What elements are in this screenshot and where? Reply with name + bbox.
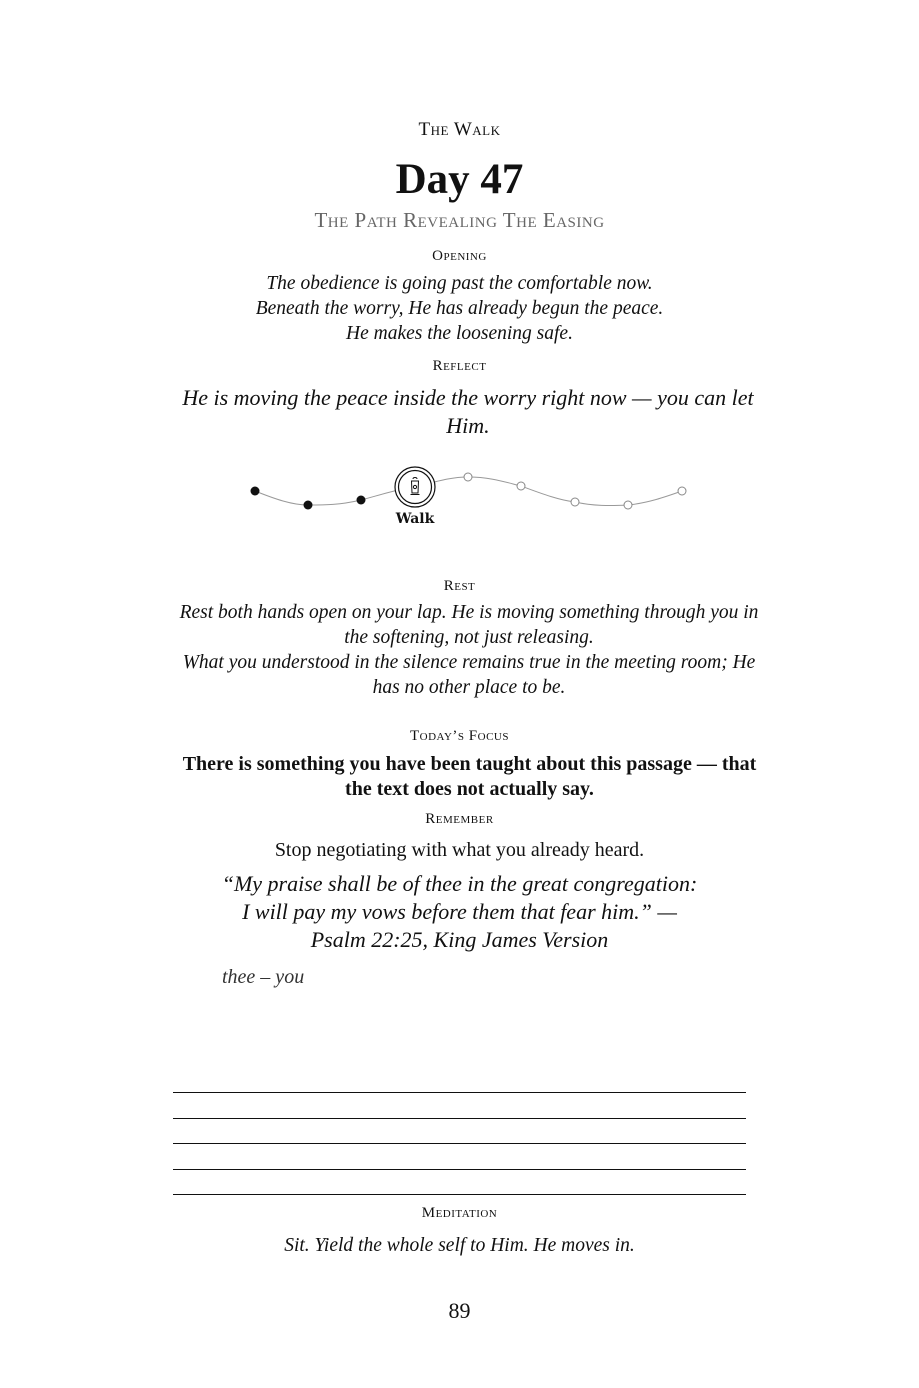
journal-line: [173, 1092, 746, 1093]
verse-line: I will pay my vows before them that fear him.” —: [242, 899, 677, 924]
opening-line: Beneath the worry, He has already begun the peace.: [255, 298, 664, 319]
page-subtitle: The Path Revealing The Easing: [314, 208, 605, 232]
opening-line: The obedience is going past the comfortable now.: [266, 273, 653, 294]
remember-label: Remember: [425, 811, 494, 827]
scripture-verse: [0, 870, 919, 954]
remaining-step-dot: [624, 501, 632, 509]
page-title: Day 47: [395, 156, 524, 203]
remaining-step-dot: [678, 487, 686, 495]
completed-step-dot: [304, 501, 313, 510]
running-head: The Walk: [418, 119, 501, 140]
focus-label: Today’s Focus: [410, 728, 509, 744]
verse-line: “My praise shall be of thee in the great congregation:: [221, 871, 698, 896]
current-step-label: Walk: [395, 511, 435, 527]
journey-path: [0, 455, 919, 545]
journal-line: [173, 1118, 746, 1119]
opening-label: Opening: [432, 248, 487, 264]
current-step-marker: [395, 467, 435, 507]
meditation-label: Meditation: [421, 1205, 498, 1221]
rest-paragraph: What you understood in the silence remains true in the meeting room; He has no other place to be.: [182, 652, 756, 698]
journal-lines: [173, 1092, 746, 1220]
rest-paragraph: Rest both hands open on your lap. He is moving something through you in the softening, not just releasing.: [179, 602, 759, 648]
verse-reference: Psalm 22:25, King James Version: [310, 927, 609, 952]
remember-text: Stop negotiating with what you already heard.: [274, 839, 645, 861]
rest-label: Rest: [443, 578, 476, 594]
reflect-label: Reflect: [432, 358, 487, 374]
meditation-text: Sit. Yield the whole self to Him. He moves in.: [284, 1235, 635, 1256]
completed-step-dot: [251, 487, 260, 496]
opening-line: He makes the loosening safe.: [346, 323, 573, 344]
journal-line: [173, 1194, 746, 1195]
journal-line: [173, 1143, 746, 1144]
focus-text: There is something you have been taught about this passage — that the text does not actually say.: [182, 753, 757, 800]
reflect-text: He is moving the peace inside the worry right now — you can let Him.: [182, 385, 754, 438]
remaining-step-dot: [571, 498, 579, 506]
remaining-step-dot: [517, 482, 525, 490]
rest-text: [170, 600, 768, 700]
remaining-step-dot: [464, 473, 472, 481]
completed-step-dot: [357, 496, 366, 505]
journal-line: [173, 1169, 746, 1170]
page-number: 89: [448, 1298, 471, 1323]
opening-text: [0, 271, 919, 346]
word-gloss: thee – you: [222, 966, 305, 988]
